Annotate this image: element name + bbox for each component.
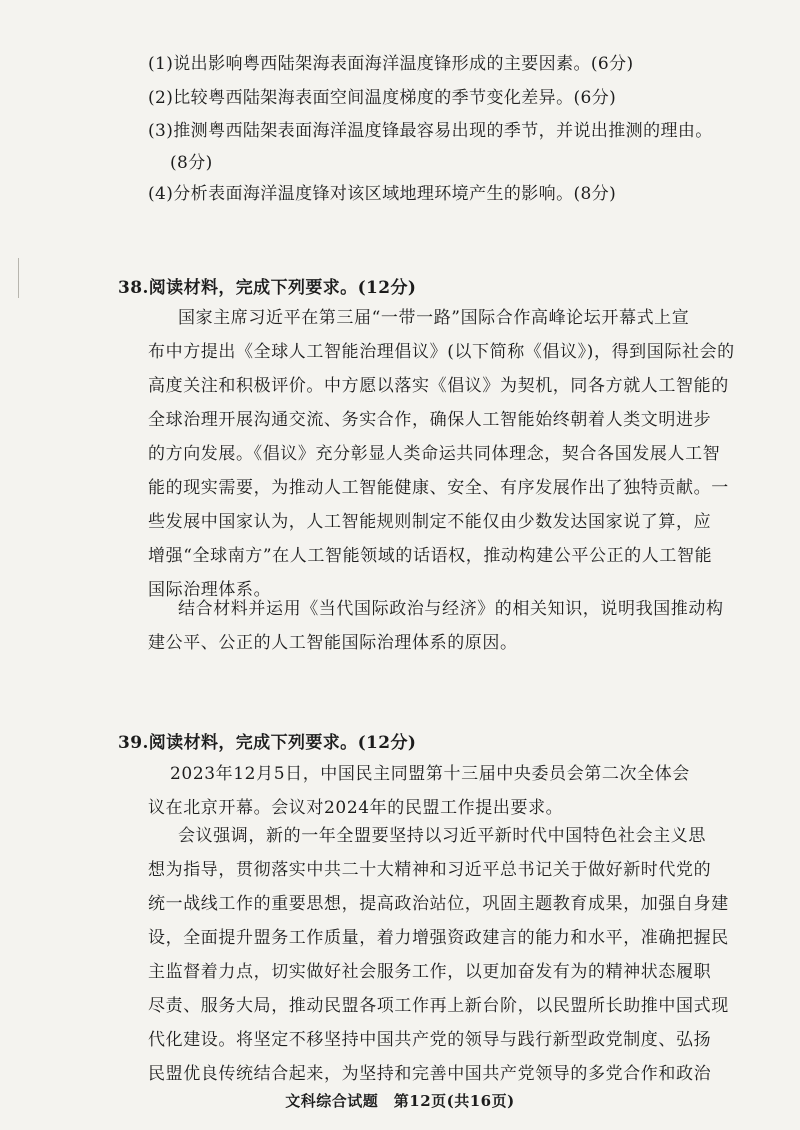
q37-subquestion-3: (3)推测粤西陆架表面海洋温度锋最容易出现的季节，并说出推测的理由。: [148, 121, 713, 141]
q37-subquestion-2: (2)比较粤西陆架海表面空间温度梯度的季节变化差异。(6分): [148, 88, 617, 108]
q39-paragraph-2: [148, 819, 729, 1091]
q37-subquestion-3-score: (8分): [170, 153, 213, 173]
q38-task: [148, 592, 724, 660]
q38-material-line: 高度关注和积极评价。中方愿以落实《倡议》为契机，同各方就人工智能的: [148, 376, 729, 396]
q39-para2-line: 民盟优良传统结合起来，为坚持和完善中国共产党领导的多党合作和政治: [148, 1064, 712, 1084]
q39-para2-line: 代化建设。将坚定不移坚持中国共产党的领导与践行新型政党制度、弘扬: [148, 1030, 712, 1050]
q38-material-line: 全球治理开展沟通交流、务实合作，确保人工智能始终朝着人类文明进步: [148, 410, 712, 430]
q39-para2-line: 尽责、服务大局，推动民盟各项工作再上新台阶，以民盟所长助推中国式现: [148, 996, 729, 1016]
q38-task-line: 结合材料并运用《当代国际政治与经济》的相关知识，说明我国推动构: [178, 599, 724, 619]
q39-paragraph-1: [148, 757, 690, 825]
q38-material-line: 布中方提出《全球人工智能治理倡议》(以下简称《倡议》)，得到国际社会的: [148, 342, 735, 362]
q38-material-line: 能的现实需要，为推动人工智能健康、安全、有序发展作出了独特贡献。一: [148, 478, 729, 498]
q38-material-line: 增强“全球南方”在人工智能领域的话语权，推动构建公平公正的人工智能: [148, 546, 713, 566]
q39-para2-line: 统一战线工作的重要思想，提高政治站位，巩固主题教育成果，加强自身建: [148, 894, 729, 914]
scan-edge-mark: [18, 258, 19, 298]
q39-para2-line: 想为指导，贯彻落实中共二十大精神和习近平总书记关于做好新时代党的: [148, 860, 712, 880]
q39-para2-line: 设，全面提升盟务工作质量，着力增强资政建言的能力和水平，准确把握民: [148, 928, 729, 948]
q38-material: [148, 301, 735, 607]
q39-para2-line: 主监督着力点，切实做好社会服务工作，以更加奋发有为的精神状态履职: [148, 962, 712, 982]
q39-para1-line: 议在北京开幕。会议对2024年的民盟工作提出要求。: [148, 798, 564, 818]
q39-para1-line: 2023年12月5日，中国民主同盟第十三届中央委员会第二次全体会: [170, 764, 690, 784]
q38-material-line: 些发展中国家认为，人工智能规则制定不能仅由少数发达国家说了算，应: [148, 512, 712, 532]
q39-heading: 39.阅读材料，完成下列要求。(12分): [118, 733, 417, 753]
q38-material-line: 国际治理体系。: [148, 580, 272, 600]
q39-para2-line: 会议强调，新的一年全盟要坚持以习近平新时代中国特色社会主义思: [178, 826, 706, 846]
q38-task-line: 建公平、公正的人工智能国际治理体系的原因。: [148, 633, 518, 653]
q37-subquestion-4: (4)分析表面海洋温度锋对该区域地理环境产生的影响。(8分): [148, 184, 617, 204]
q37-subquestion-1: (1)说出影响粤西陆架海表面海洋温度锋形成的主要因素。(6分): [148, 54, 634, 74]
page-footer: 文科综合试题 第12页(共16页): [285, 1092, 515, 1110]
q38-material-line: 的方向发展。《倡议》充分彰显人类命运共同体理念，契合各国发展人工智: [148, 444, 721, 464]
q38-heading: 38.阅读材料，完成下列要求。(12分): [118, 278, 417, 298]
q38-material-line: 国家主席习近平在第三届“一带一路”国际合作高峰论坛开幕式上宣: [178, 308, 690, 328]
